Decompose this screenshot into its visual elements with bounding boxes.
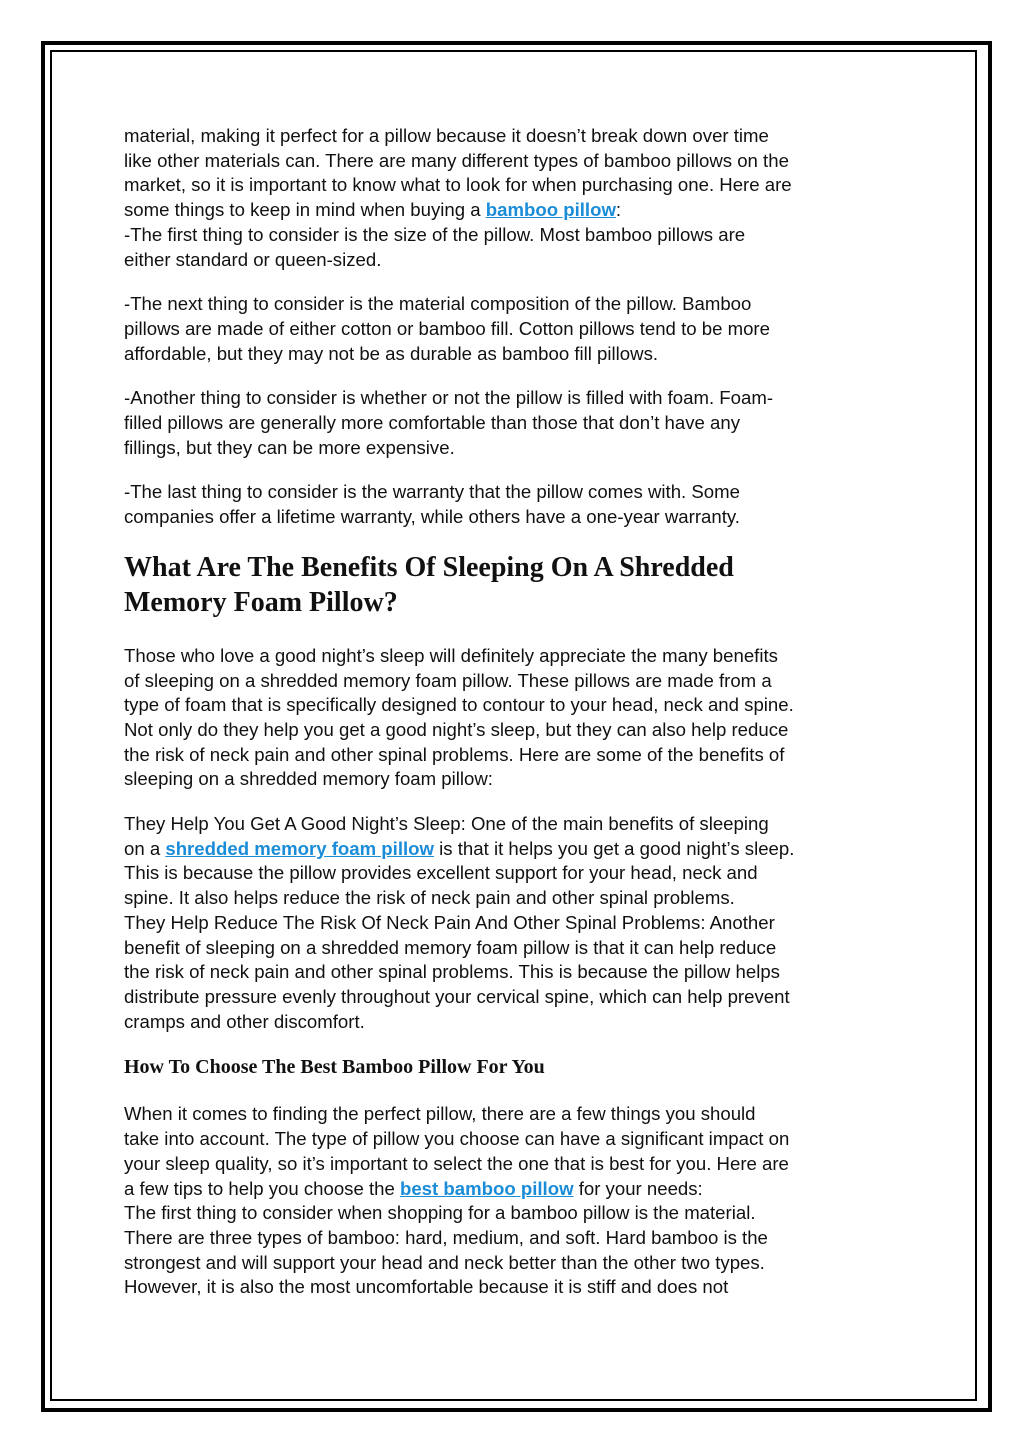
text-line: filled pillows are generally more comfortable than those that don’t have any bbox=[124, 412, 741, 434]
text-line: -The last thing to consider is the warranty that the pillow comes with. Some bbox=[124, 481, 740, 503]
text-line: -The next thing to consider is the material composition of the pillow. Bamboo bbox=[124, 293, 752, 315]
text-line: type of foam that is specifically designed to contour to your head, neck and spine. bbox=[124, 694, 794, 716]
document-body bbox=[124, 124, 914, 1320]
text-line: Not only do they help you get a good night’s sleep, but they can also help reduce bbox=[124, 718, 789, 740]
text-line: The first thing to consider when shopping for a bamboo pillow is the material. bbox=[124, 1202, 756, 1224]
text-line: However, it is also the most uncomfortable because it is stiff and does not bbox=[124, 1276, 729, 1298]
benefits-detail-paragraph bbox=[124, 812, 914, 1034]
text-line: distribute pressure evenly throughout your cervical spine, which can help prevent bbox=[124, 985, 790, 1007]
intro-paragraph bbox=[124, 124, 914, 272]
text-line: spine. It also helps reduce the risk of neck pain and other spinal problems. bbox=[124, 887, 735, 909]
text-line: Those who love a good night’s sleep will definitely appreciate the many benefits bbox=[124, 644, 778, 666]
text-fragment: is that it helps you get a good night’s sleep. bbox=[434, 837, 795, 859]
text-line bbox=[124, 837, 914, 862]
text-line: They Help You Get A Good Night’s Sleep: One of the main benefits of sleeping bbox=[124, 813, 769, 835]
text-fragment: : bbox=[615, 199, 622, 221]
text-line: material, making it perfect for a pillow because it doesn’t break down over time bbox=[124, 125, 769, 146]
text-fragment: a few tips to help you choose the bbox=[124, 1177, 400, 1199]
text-line: take into account. The type of pillow you choose can have a significant impact on bbox=[124, 1128, 790, 1150]
text-fragment: some things to keep in mind when buying a bbox=[124, 199, 486, 221]
choose-pillow-heading: How To Choose The Best Bamboo Pillow For You bbox=[124, 1056, 545, 1079]
foam-fill-paragraph bbox=[124, 386, 914, 460]
text-line: There are three types of bamboo: hard, medium, and soft. Hard bamboo is the bbox=[124, 1226, 768, 1248]
text-line: the risk of neck pain and other spinal problems. This is because the pillow helps bbox=[124, 961, 780, 983]
text-fragment: on a bbox=[124, 837, 166, 859]
text-line bbox=[124, 198, 914, 223]
text-line bbox=[124, 1177, 914, 1202]
best-bamboo-pillow-link[interactable]: best bamboo pillow bbox=[399, 1177, 574, 1199]
warranty-paragraph bbox=[124, 480, 914, 529]
benefits-intro-paragraph bbox=[124, 644, 914, 792]
text-line: companies offer a lifetime warranty, while others have a one-year warranty. bbox=[124, 506, 740, 528]
text-line: When it comes to finding the perfect pillow, there are a few things you should bbox=[124, 1103, 756, 1125]
heading-line: Memory Foam Pillow? bbox=[124, 586, 398, 618]
benefits-heading bbox=[124, 550, 914, 620]
text-line: They Help Reduce The Risk Of Neck Pain And Other Spinal Problems: Another bbox=[124, 911, 775, 933]
text-line: -The first thing to consider is the size of the pillow. Most bamboo pillows are bbox=[124, 223, 746, 245]
text-line: pillows are made of either cotton or bamboo fill. Cotton pillows tend to be more bbox=[124, 317, 770, 339]
text-line: strongest and will support your head and neck better than the other two types. bbox=[124, 1251, 765, 1273]
text-line: sleeping on a shredded memory foam pillow: bbox=[124, 768, 493, 790]
text-line: affordable, but they may not be as durable as bamboo fill pillows. bbox=[124, 342, 659, 364]
text-line: market, so it is important to know what to look for when purchasing one. Here are bbox=[124, 174, 792, 196]
shredded-memory-foam-pillow-link[interactable]: shredded memory foam pillow bbox=[165, 837, 434, 859]
bamboo-pillow-link[interactable]: bamboo pillow bbox=[485, 199, 616, 221]
text-line: of sleeping on a shredded memory foam pillow. These pillows are made from a bbox=[124, 669, 772, 691]
text-fragment: for your needs: bbox=[573, 1177, 703, 1199]
choose-pillow-paragraph bbox=[124, 1102, 914, 1300]
text-line: This is because the pillow provides excellent support for your head, neck and bbox=[124, 862, 758, 884]
text-line: benefit of sleeping on a shredded memory foam pillow is that it can help reduce bbox=[124, 936, 777, 958]
text-line: like other materials can. There are many different types of bamboo pillows on the bbox=[124, 149, 789, 171]
text-line: your sleep quality, so it’s important to select the one that is best for you. Here are bbox=[124, 1152, 789, 1174]
text-line: the risk of neck pain and other spinal problems. Here are some of the benefits of bbox=[124, 743, 785, 765]
text-line: either standard or queen-sized. bbox=[124, 248, 382, 270]
material-composition-paragraph bbox=[124, 292, 914, 366]
text-line: fillings, but they can be more expensive. bbox=[124, 436, 455, 458]
text-line: -Another thing to consider is whether or not the pillow is filled with foam. Foam- bbox=[124, 387, 774, 409]
heading-line: What Are The Benefits Of Sleeping On A Shredded bbox=[124, 551, 734, 583]
text-line: cramps and other discomfort. bbox=[124, 1010, 365, 1032]
